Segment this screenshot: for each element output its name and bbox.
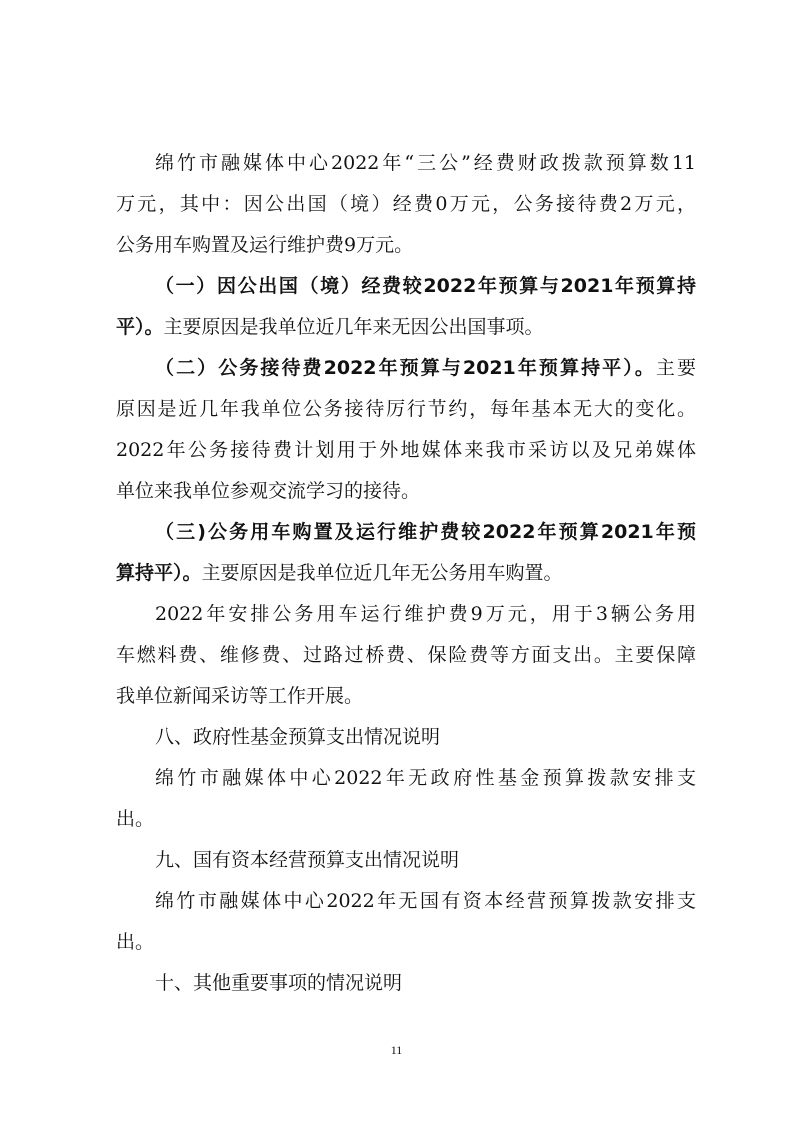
paragraph-line: 出。 bbox=[116, 808, 155, 830]
page-number: 11 bbox=[390, 1043, 403, 1057]
section-heading: 九、国有资本经营预算支出情况说明 bbox=[155, 849, 460, 871]
paragraph-line: 绵竹市融媒体中心2022年“三公”经费财政拨款预算数11 bbox=[155, 152, 696, 174]
paragraph-line: 2022年安排公务用车运行维护费9万元，用于3辆公务用 bbox=[155, 603, 696, 625]
section-heading: 十、其他重要事项的情况说明 bbox=[155, 972, 403, 994]
paragraph-line: 2022年公务接待费计划用于外地媒体来我市采访以及兄弟媒体 bbox=[116, 439, 696, 461]
regular-text: 主要原因是我单位近几年来无因公出国事项。 bbox=[163, 316, 544, 338]
section-heading: 八、政府性基金预算支出情况说明 bbox=[155, 726, 441, 748]
paragraph-line: 公务用车购置及运行维护费9万元。 bbox=[116, 234, 414, 256]
paragraph-line: 原因是近几年我单位公务接待厉行节约，每年基本无大的变化。 bbox=[116, 398, 696, 420]
regular-text: 主要原因是我单位近几年无公务用车购置。 bbox=[201, 562, 563, 584]
paragraph-line bbox=[116, 560, 696, 586]
bold-text: 算持平）。 bbox=[116, 562, 202, 584]
paragraph-line: 我单位新闻采访等工作开展。 bbox=[116, 685, 364, 707]
paragraph-line: 车燃料费、维修费、过路过桥费、保险费等方面支出。主要保障 bbox=[116, 644, 696, 666]
paragraph-line: 绵竹市融媒体中心2022年无政府性基金预算拨款安排支 bbox=[155, 767, 696, 789]
section-heading-line: （一）因公出国（境）经费较2022年预算与2021年预算持 bbox=[155, 275, 696, 297]
paragraph-line bbox=[155, 355, 696, 381]
paragraph-line bbox=[116, 314, 696, 340]
bold-text: 平）。 bbox=[116, 316, 164, 338]
paragraph-line: 万元，其中：因公出国（境）经费0万元，公务接待费2万元， bbox=[116, 193, 696, 215]
section-heading-line: （三)公务用车购置及运行维护费较2022年预算2021年预 bbox=[155, 521, 696, 543]
paragraph-line: 单位来我单位参观交流学习的接待。 bbox=[116, 480, 421, 502]
paragraph-line: 出。 bbox=[116, 931, 155, 953]
paragraph-line: 绵竹市融媒体中心2022年无国有资本经营预算拨款安排支 bbox=[155, 890, 696, 912]
bold-text: （二）公务接待费2022年预算与2021年预算持平）。 bbox=[155, 357, 656, 379]
regular-text: 主要 bbox=[655, 357, 696, 379]
